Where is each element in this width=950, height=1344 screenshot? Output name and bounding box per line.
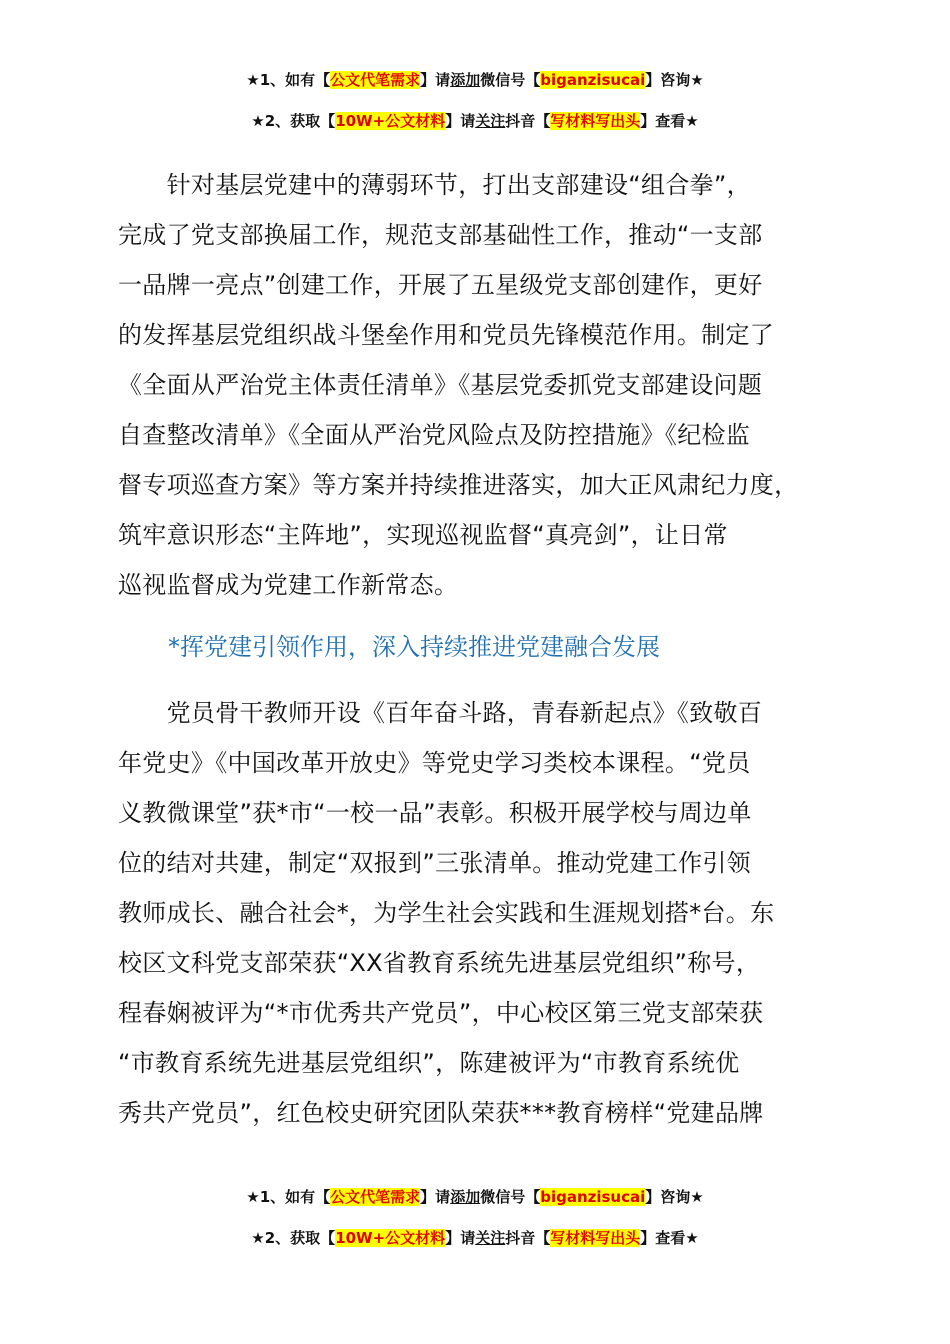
banner-underline: 关注 xyxy=(475,112,506,130)
banner-text: 】查看★ xyxy=(640,112,699,130)
paragraph-line: 的发挥基层党组织战斗堡垒作用和党员先锋模范作用。制定了 xyxy=(118,321,775,349)
banner-text: 微信号【 xyxy=(480,1188,541,1206)
banner-douyin-id: 写材料写出头 xyxy=(550,112,641,130)
banner-highlight: 10W+公文材料 xyxy=(335,1229,446,1247)
star-icon: ★ xyxy=(246,1188,260,1206)
banner-text: 抖音【 xyxy=(505,112,551,130)
star-icon: ★ xyxy=(251,1229,265,1247)
paragraph-line: 一品牌一亮点”创建工作，开展了五星级党支部创建作，更好 xyxy=(118,271,763,299)
banner-text: 】请 xyxy=(420,1188,451,1206)
paragraph-line: 位的结对共建，制定“双报到”三张清单。推动党建工作引领 xyxy=(118,849,751,877)
banner-highlight: 公文代笔需求 xyxy=(330,1188,421,1206)
body-paragraph-2 xyxy=(118,688,858,1138)
banner-text: 】请 xyxy=(420,71,451,89)
paragraph-line: 督专项巡查方案》等方案并持续推进落实，加大正风肃纪力度， xyxy=(118,471,799,499)
banner-text: 2、获取【 xyxy=(264,1229,336,1247)
paragraph-line: 完成了党支部换届工作，规范支部基础性工作，推动“一支部 xyxy=(118,221,763,249)
banner-wechat-id: biganzisucai xyxy=(540,1188,646,1206)
banner-highlight: 10W+公文材料 xyxy=(335,112,446,130)
banner-wechat-id: biganzisucai xyxy=(540,71,646,89)
paragraph-line: 校区文科党支部荣获“XX省教育系统先进基层党组织”称号， xyxy=(118,949,761,977)
star-icon: ★ xyxy=(251,112,265,130)
banner-douyin-id: 写材料写出头 xyxy=(550,1229,641,1247)
paragraph-line: 年党史》《中国改革开放史》等党史学习类校本课程。“党员 xyxy=(118,749,751,777)
star-icon: ★ xyxy=(246,71,260,89)
banner-text: 】咨询★ xyxy=(645,71,704,89)
paragraph-line: 程春娴被评为“*市优秀共产党员”，中心校区第三党支部荣获 xyxy=(118,999,764,1027)
top-banner-line-1 xyxy=(0,70,950,90)
banner-highlight: 公文代笔需求 xyxy=(330,71,421,89)
paragraph-line: 针对基层党建中的薄弱环节，打出支部建设“组合拳”， xyxy=(118,171,751,199)
bottom-banner-line-1 xyxy=(0,1187,950,1207)
paragraph-line: 教师成长、融合社会*，为学生社会实践和生涯规划搭*台。东 xyxy=(118,899,775,927)
banner-text: 抖音【 xyxy=(505,1229,551,1247)
banner-text: 1、如有【 xyxy=(259,1188,331,1206)
banner-underline: 添加 xyxy=(450,1188,481,1206)
paragraph-line: 义教微课堂”获*市“一校一品”表彰。积极开展学校与周边单 xyxy=(118,799,752,827)
paragraph-line: 《全面从严治党主体责任清单》《基层党委抓党支部建设问题 xyxy=(118,371,763,399)
paragraph-line: 秀共产党员”，红色校史研究团队荣获***教育榜样“党建品牌 xyxy=(118,1099,764,1127)
banner-underline: 添加 xyxy=(450,71,481,89)
banner-text: 】咨询★ xyxy=(645,1188,704,1206)
bottom-banner-line-2 xyxy=(0,1228,950,1248)
paragraph-line: 党员骨干教师开设《百年奋斗路，青春新起点》《致敬百 xyxy=(118,699,763,727)
banner-text: 】查看★ xyxy=(640,1229,699,1247)
banner-text: 2、获取【 xyxy=(264,112,336,130)
paragraph-line: 自查整改清单》《全面从严治党风险点及防控措施》《纪检监 xyxy=(118,421,751,449)
banner-text: 】请 xyxy=(445,112,476,130)
banner-text: 微信号【 xyxy=(480,71,541,89)
banner-text: 】请 xyxy=(445,1229,476,1247)
body-paragraph-1 xyxy=(118,160,858,610)
paragraph-line: 筑牢意识形态“主阵地”，实现巡视监督“真亮剑”，让日常 xyxy=(118,521,728,549)
paragraph-line: 巡视监督成为党建工作新常态。 xyxy=(118,571,459,599)
banner-text: 1、如有【 xyxy=(259,71,331,89)
top-banner-line-2 xyxy=(0,111,950,131)
paragraph-line: “市教育系统先进基层党组织”，陈建被评为“市教育系统优 xyxy=(118,1049,740,1077)
section-heading: *挥党建引领作用，深入持续推进党建融合发展 xyxy=(168,633,660,661)
banner-underline: 关注 xyxy=(475,1229,506,1247)
